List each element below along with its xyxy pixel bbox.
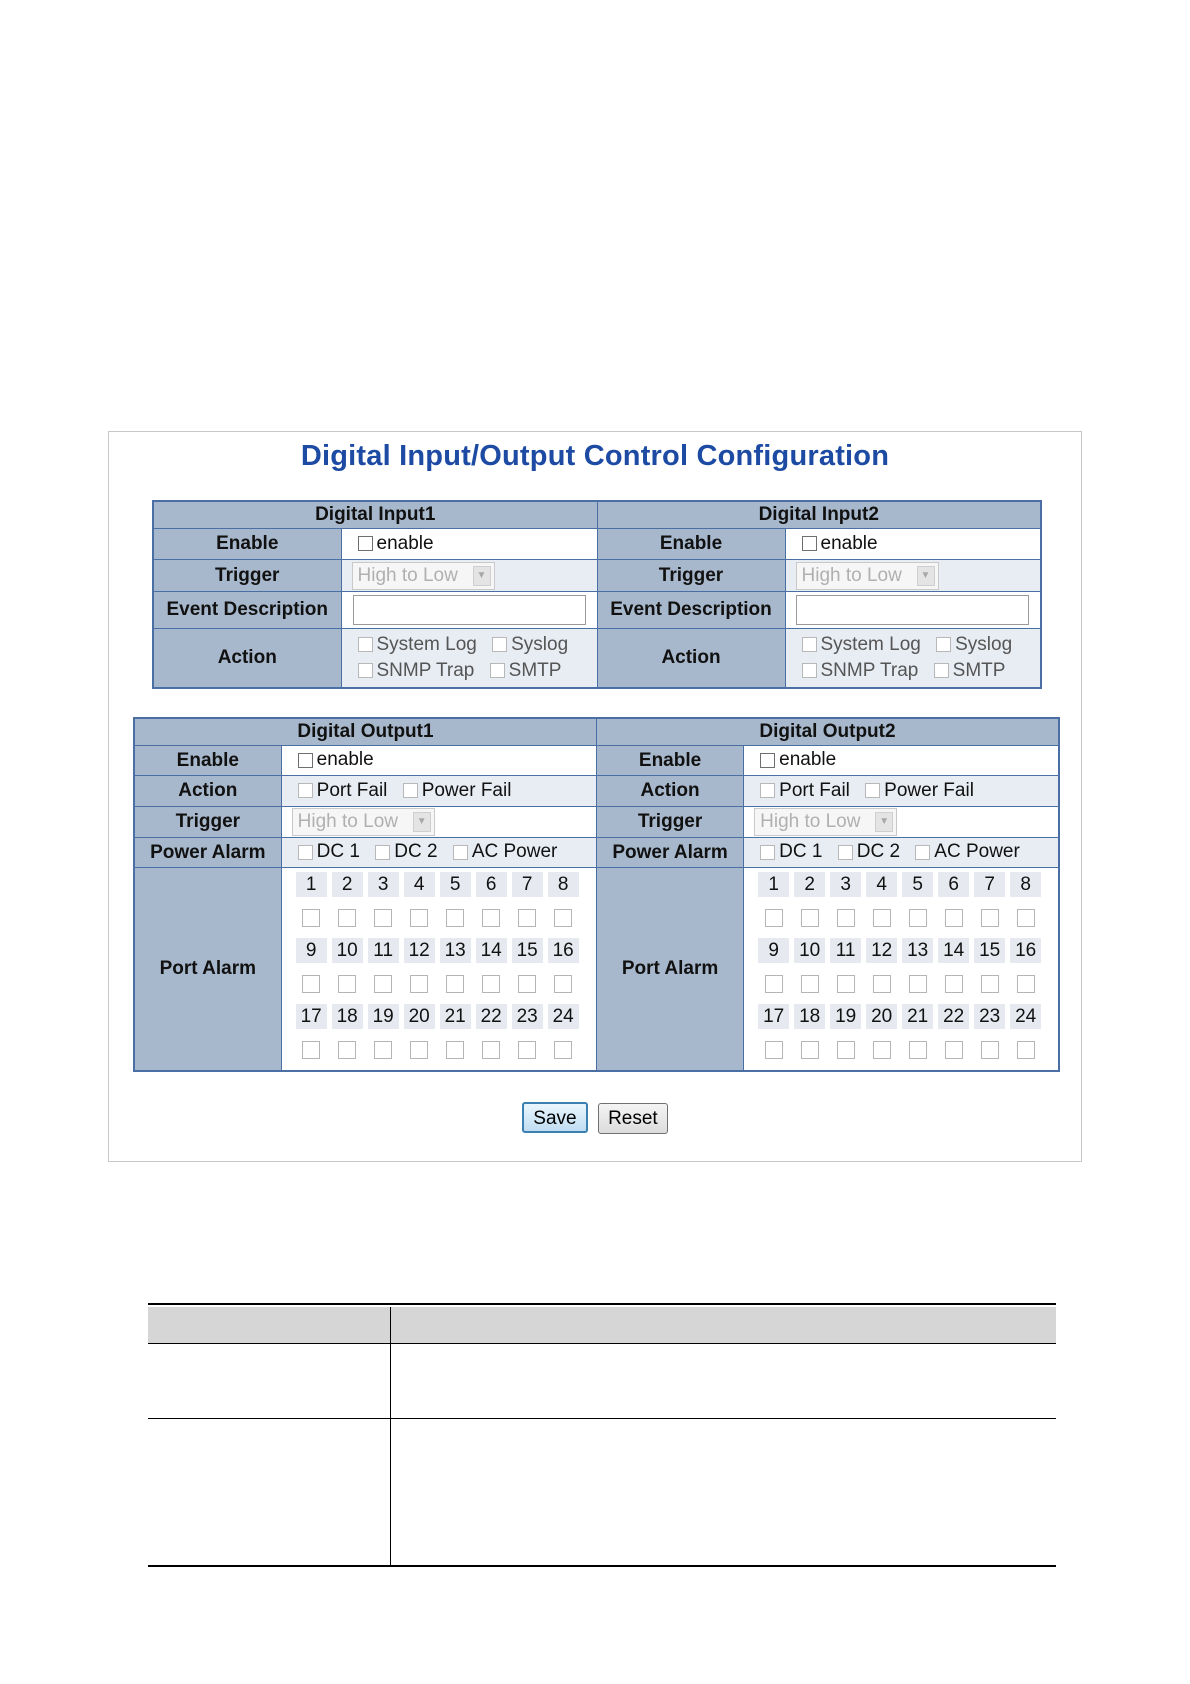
- output1-enable-text: enable: [316, 749, 374, 771]
- input2-action-syslog[interactable]: [934, 634, 1012, 656]
- description-row2-object: [148, 1419, 391, 1566]
- input2-event-cell: [785, 592, 1041, 629]
- input1-action-label: Action: [153, 629, 341, 688]
- output2-enable-label: Enable: [596, 746, 743, 776]
- reset-button[interactable]: Reset: [598, 1103, 668, 1134]
- port-checkbox-cell: [830, 963, 861, 1004]
- output2-dc1-label: DC 1: [779, 841, 823, 863]
- port-number-label: 23: [512, 1004, 543, 1029]
- output1-enable-cell: [281, 746, 596, 776]
- digital-input1-header: Digital Input1: [153, 501, 597, 529]
- input2-action-label: Action: [597, 629, 785, 688]
- port-number-label: 5: [902, 872, 933, 897]
- port-checkbox-cell: [1010, 963, 1041, 1004]
- description-header-description: [391, 1307, 1057, 1344]
- port-checkbox-cell: [794, 1029, 825, 1070]
- port-number-label: 14: [938, 938, 969, 963]
- port-number-label: 22: [476, 1004, 507, 1029]
- output2-trigger-value: High to Low: [760, 811, 861, 832]
- port-number-label: 5: [440, 872, 471, 897]
- input1-enable-checkbox[interactable]: [358, 536, 373, 551]
- input1-action-snmp-trap[interactable]: [356, 660, 475, 682]
- port-number-label: 6: [476, 872, 507, 897]
- output1-port-grid: [282, 868, 596, 1070]
- output2-power-alarm-label: Power Alarm: [596, 838, 743, 868]
- description-row2-text: [391, 1419, 1057, 1566]
- input2-enable-option[interactable]: [786, 533, 878, 555]
- port-checkbox-cell: [476, 1029, 507, 1070]
- port-number-label: 12: [866, 938, 897, 963]
- output2-action-port-fail[interactable]: [758, 780, 850, 802]
- output1-enable-checkbox[interactable]: [298, 753, 313, 768]
- port-number-label: 8: [548, 872, 579, 897]
- output2-trigger-select[interactable]: [754, 808, 897, 836]
- port-alarm-checkbox[interactable]: [1017, 909, 1035, 927]
- port-checkbox-cell: [758, 963, 789, 1004]
- digital-output2-header: Digital Output2: [596, 718, 1059, 746]
- port-checkbox-cell: [548, 1029, 579, 1070]
- port-number-label: 2: [794, 872, 825, 897]
- input1-trigger-label: Trigger: [153, 560, 341, 592]
- port-checkbox-cell: [794, 897, 825, 938]
- input2-action-smtp[interactable]: [932, 660, 1006, 682]
- port-number-label: 1: [296, 872, 327, 897]
- save-button[interactable]: Save: [522, 1102, 587, 1133]
- output1-ac-power-label: AC Power: [471, 841, 558, 863]
- output1-port-alarm-cell: [281, 868, 596, 1072]
- port-number-label: 15: [512, 938, 543, 963]
- port-number-label: 6: [938, 872, 969, 897]
- output1-dc2-label: DC 2: [394, 841, 438, 863]
- port-alarm-checkbox[interactable]: [482, 975, 500, 993]
- input2-smtp-label: SMTP: [952, 659, 1006, 681]
- input1-event-cell: [341, 592, 597, 629]
- port-number-label: 7: [974, 872, 1005, 897]
- port-checkbox-cell: [404, 963, 435, 1004]
- input2-event-label: Event Description: [597, 592, 785, 629]
- port-checkbox-cell: [902, 963, 933, 1004]
- input2-trigger-select[interactable]: [796, 562, 939, 590]
- port-alarm-checkbox[interactable]: [945, 909, 963, 927]
- port-alarm-checkbox[interactable]: [410, 909, 428, 927]
- output2-enable-text: enable: [779, 749, 837, 771]
- port-alarm-checkbox[interactable]: [909, 909, 927, 927]
- port-number-label: 11: [368, 938, 399, 963]
- config-panel: [108, 431, 1082, 1162]
- port-alarm-checkbox[interactable]: [945, 1041, 963, 1059]
- output2-power-alarm-cell: [744, 838, 1059, 868]
- port-number-label: 19: [830, 1004, 861, 1029]
- port-checkbox-cell: [296, 963, 327, 1004]
- port-checkbox-cell: [866, 1029, 897, 1070]
- output1-trigger-label: Trigger: [134, 807, 281, 838]
- port-alarm-checkbox[interactable]: [909, 975, 927, 993]
- input2-syslog-checkbox[interactable]: [936, 637, 951, 652]
- port-checkbox-cell: [548, 897, 579, 938]
- input2-action-snmp-trap[interactable]: [800, 660, 919, 682]
- port-alarm-checkbox[interactable]: [554, 909, 572, 927]
- input1-snmp-trap-checkbox[interactable]: [358, 663, 373, 678]
- chevron-down-icon: ▼: [875, 812, 893, 832]
- output1-power-fail-checkbox[interactable]: [403, 783, 418, 798]
- port-alarm-checkbox[interactable]: [873, 975, 891, 993]
- input2-snmp-trap-checkbox[interactable]: [802, 663, 817, 678]
- output2-port-alarm-label: Port Alarm: [596, 868, 743, 1072]
- output2-action-cell: [744, 776, 1059, 807]
- port-number-label: 4: [404, 872, 435, 897]
- port-checkbox-cell: [512, 897, 543, 938]
- port-checkbox-cell: [758, 897, 789, 938]
- description-table: [148, 1303, 1056, 1567]
- input1-trigger-select[interactable]: [352, 562, 495, 590]
- port-checkbox-cell: [512, 963, 543, 1004]
- output2-trigger-cell: [744, 807, 1059, 838]
- port-checkbox-cell: [512, 1029, 543, 1070]
- output1-ac-power-checkbox[interactable]: [453, 845, 468, 860]
- output1-power-fail-label: Power Fail: [421, 779, 512, 801]
- port-alarm-checkbox[interactable]: [302, 1041, 320, 1059]
- port-checkbox-cell: [938, 963, 969, 1004]
- port-checkbox-cell: [476, 963, 507, 1004]
- port-alarm-checkbox[interactable]: [765, 1041, 783, 1059]
- input2-snmp-trap-label: SNMP Trap: [820, 659, 919, 681]
- port-number-label: 21: [902, 1004, 933, 1029]
- output1-power-dc1[interactable]: [296, 841, 360, 863]
- port-number-label: 24: [548, 1004, 579, 1029]
- port-alarm-checkbox[interactable]: [554, 975, 572, 993]
- input2-system-log-label: System Log: [820, 633, 921, 655]
- port-checkbox-cell: [548, 963, 579, 1004]
- port-alarm-checkbox[interactable]: [801, 909, 819, 927]
- description-header-object: [148, 1307, 391, 1344]
- output2-power-ac[interactable]: [913, 841, 1020, 863]
- input2-syslog-label: Syslog: [955, 633, 1013, 655]
- port-alarm-checkbox[interactable]: [981, 909, 999, 927]
- port-checkbox-cell: [830, 1029, 861, 1070]
- port-checkbox-cell: [794, 963, 825, 1004]
- chevron-down-icon: ▼: [413, 812, 431, 832]
- port-alarm-checkbox[interactable]: [873, 1041, 891, 1059]
- port-checkbox-cell: [368, 1029, 399, 1070]
- input2-system-log-checkbox[interactable]: [802, 637, 817, 652]
- port-number-label: 18: [332, 1004, 363, 1029]
- port-alarm-checkbox[interactable]: [446, 1041, 464, 1059]
- port-checkbox-cell: [476, 897, 507, 938]
- port-alarm-checkbox[interactable]: [801, 1041, 819, 1059]
- port-checkbox-cell: [332, 963, 363, 1004]
- port-checkbox-cell: [440, 1029, 471, 1070]
- input2-trigger-value: High to Low: [801, 564, 902, 586]
- port-alarm-checkbox[interactable]: [446, 975, 464, 993]
- output2-ac-power-checkbox[interactable]: [915, 845, 930, 860]
- port-checkbox-cell: [404, 1029, 435, 1070]
- port-checkbox-cell: [974, 897, 1005, 938]
- input1-event-description-input[interactable]: [353, 595, 586, 625]
- port-checkbox-cell: [866, 963, 897, 1004]
- output2-power-dc1[interactable]: [758, 841, 822, 863]
- input2-enable-checkbox[interactable]: [802, 536, 817, 551]
- port-number-label: 14: [476, 938, 507, 963]
- output2-ac-power-label: AC Power: [934, 841, 1020, 863]
- port-alarm-checkbox[interactable]: [765, 909, 783, 927]
- port-checkbox-cell: [296, 897, 327, 938]
- port-alarm-checkbox[interactable]: [374, 909, 392, 927]
- input1-syslog-checkbox[interactable]: [492, 637, 507, 652]
- output2-power-dc2[interactable]: [836, 841, 900, 863]
- port-number-label: 11: [830, 938, 861, 963]
- output2-dc1-checkbox[interactable]: [760, 845, 775, 860]
- output1-trigger-cell: [281, 807, 596, 838]
- output2-enable-option[interactable]: [744, 749, 836, 771]
- port-checkbox-cell: [368, 897, 399, 938]
- port-checkbox-cell: [974, 1029, 1005, 1070]
- port-alarm-checkbox[interactable]: [1017, 1041, 1035, 1059]
- port-number-label: 7: [512, 872, 543, 897]
- page-title: Digital Input/Output Control Configuration: [300, 440, 890, 472]
- output1-power-dc2[interactable]: [373, 841, 437, 863]
- port-checkbox-cell: [440, 897, 471, 938]
- output1-action-cell: [281, 776, 596, 807]
- port-alarm-checkbox[interactable]: [374, 975, 392, 993]
- input2-event-description-input[interactable]: [796, 595, 1029, 625]
- input1-enable-label: Enable: [153, 529, 341, 560]
- port-number-label: 16: [548, 938, 579, 963]
- output1-port-fail-label: Port Fail: [316, 779, 388, 801]
- port-alarm-checkbox[interactable]: [446, 909, 464, 927]
- output1-port-fail-checkbox[interactable]: [298, 783, 313, 798]
- port-number-label: 17: [296, 1004, 327, 1029]
- output2-power-fail-label: Power Fail: [884, 779, 974, 801]
- port-number-label: 3: [830, 872, 861, 897]
- output1-trigger-value: High to Low: [297, 811, 398, 832]
- output1-action-port-fail[interactable]: [296, 780, 388, 802]
- input1-smtp-label: SMTP: [508, 659, 562, 681]
- input1-enable-text: enable: [376, 532, 434, 554]
- port-checkbox-cell: [1010, 1029, 1041, 1070]
- output1-dc2-checkbox[interactable]: [375, 845, 390, 860]
- input2-trigger-label: Trigger: [597, 560, 785, 592]
- port-checkbox-cell: [332, 1029, 363, 1070]
- port-number-label: 24: [1010, 1004, 1041, 1029]
- port-alarm-checkbox[interactable]: [338, 1041, 356, 1059]
- port-alarm-checkbox[interactable]: [338, 909, 356, 927]
- port-number-label: 10: [332, 938, 363, 963]
- input1-syslog-label: Syslog: [511, 633, 569, 655]
- port-alarm-checkbox[interactable]: [410, 975, 428, 993]
- input1-system-log-label: System Log: [376, 633, 477, 655]
- input1-action-syslog[interactable]: [490, 634, 568, 656]
- port-alarm-checkbox[interactable]: [482, 1041, 500, 1059]
- port-checkbox-cell: [440, 963, 471, 1004]
- output1-dc1-label: DC 1: [316, 841, 360, 863]
- port-checkbox-cell: [1010, 897, 1041, 938]
- chevron-down-icon: ▼: [473, 566, 491, 586]
- port-checkbox-cell: [974, 963, 1005, 1004]
- chevron-down-icon: ▼: [917, 566, 935, 586]
- port-checkbox-cell: [758, 1029, 789, 1070]
- input2-trigger-cell: [785, 560, 1041, 592]
- port-alarm-checkbox[interactable]: [482, 909, 500, 927]
- port-checkbox-cell: [332, 897, 363, 938]
- port-number-label: 23: [974, 1004, 1005, 1029]
- description-row1-object: [148, 1344, 391, 1419]
- form-buttons: [109, 1102, 1081, 1134]
- port-alarm-checkbox[interactable]: [837, 1041, 855, 1059]
- port-checkbox-cell: [368, 963, 399, 1004]
- input1-trigger-cell: [341, 560, 597, 592]
- output2-dc2-checkbox[interactable]: [838, 845, 853, 860]
- port-alarm-checkbox[interactable]: [873, 909, 891, 927]
- port-number-label: 8: [1010, 872, 1041, 897]
- port-checkbox-cell: [404, 897, 435, 938]
- digital-input2-header: Digital Input2: [597, 501, 1041, 529]
- port-number-label: 21: [440, 1004, 471, 1029]
- port-number-label: 12: [404, 938, 435, 963]
- port-alarm-checkbox[interactable]: [302, 909, 320, 927]
- output2-enable-checkbox[interactable]: [760, 753, 775, 768]
- port-checkbox-cell: [902, 1029, 933, 1070]
- port-number-label: 3: [368, 872, 399, 897]
- port-checkbox-cell: [902, 897, 933, 938]
- port-alarm-checkbox[interactable]: [518, 1041, 536, 1059]
- input1-trigger-value: High to Low: [357, 564, 458, 586]
- port-alarm-checkbox[interactable]: [981, 1041, 999, 1059]
- port-checkbox-cell: [296, 1029, 327, 1070]
- output1-power-alarm-label: Power Alarm: [134, 838, 281, 868]
- port-number-label: 19: [368, 1004, 399, 1029]
- output2-dc2-label: DC 2: [856, 841, 901, 863]
- port-number-label: 13: [440, 938, 471, 963]
- port-alarm-checkbox[interactable]: [945, 975, 963, 993]
- port-alarm-checkbox[interactable]: [837, 909, 855, 927]
- output2-action-label: Action: [596, 776, 743, 807]
- output2-port-grid: [744, 868, 1058, 1070]
- input2-enable-cell: [785, 529, 1041, 560]
- port-alarm-checkbox[interactable]: [518, 975, 536, 993]
- port-alarm-checkbox[interactable]: [981, 975, 999, 993]
- output2-power-fail-checkbox[interactable]: [865, 783, 880, 798]
- port-number-label: 17: [758, 1004, 789, 1029]
- input1-snmp-trap-label: SNMP Trap: [376, 659, 475, 681]
- port-number-label: 13: [902, 938, 933, 963]
- input2-enable-text: enable: [820, 532, 878, 554]
- port-number-label: 2: [332, 872, 363, 897]
- input1-action-smtp[interactable]: [488, 660, 562, 682]
- port-checkbox-cell: [938, 897, 969, 938]
- input1-action-cell: [341, 629, 597, 688]
- output2-port-fail-checkbox[interactable]: [760, 783, 775, 798]
- input1-action-system-log[interactable]: [356, 634, 477, 656]
- port-number-label: 9: [296, 938, 327, 963]
- output1-trigger-select[interactable]: [292, 808, 435, 836]
- input2-smtp-checkbox[interactable]: [934, 663, 949, 678]
- port-alarm-checkbox[interactable]: [518, 909, 536, 927]
- output1-dc1-checkbox[interactable]: [298, 845, 313, 860]
- input2-enable-label: Enable: [597, 529, 785, 560]
- port-alarm-checkbox[interactable]: [765, 975, 783, 993]
- port-checkbox-cell: [938, 1029, 969, 1070]
- port-checkbox-cell: [866, 897, 897, 938]
- input1-enable-cell: [341, 529, 597, 560]
- input2-action-cell: [785, 629, 1041, 688]
- output1-port-alarm-label: Port Alarm: [134, 868, 281, 1072]
- output2-action-power-fail[interactable]: [863, 780, 974, 802]
- output1-enable-label: Enable: [134, 746, 281, 776]
- output2-trigger-label: Trigger: [596, 807, 743, 838]
- digital-output-table: [133, 717, 1060, 1072]
- output1-action-label: Action: [134, 776, 281, 807]
- port-number-label: 16: [1010, 938, 1041, 963]
- output2-enable-cell: [744, 746, 1059, 776]
- port-alarm-checkbox[interactable]: [909, 1041, 927, 1059]
- input1-event-label: Event Description: [153, 592, 341, 629]
- port-number-label: 4: [866, 872, 897, 897]
- port-number-label: 15: [974, 938, 1005, 963]
- output2-port-fail-label: Port Fail: [779, 779, 850, 801]
- port-alarm-checkbox[interactable]: [338, 975, 356, 993]
- port-number-label: 18: [794, 1004, 825, 1029]
- output1-action-power-fail[interactable]: [401, 780, 512, 802]
- output2-port-alarm-cell: [744, 868, 1059, 1072]
- port-alarm-checkbox[interactable]: [302, 975, 320, 993]
- description-row1-text: [391, 1344, 1057, 1419]
- port-number-label: 10: [794, 938, 825, 963]
- port-number-label: 1: [758, 872, 789, 897]
- input1-smtp-checkbox[interactable]: [490, 663, 505, 678]
- port-number-label: 22: [938, 1004, 969, 1029]
- port-alarm-checkbox[interactable]: [801, 975, 819, 993]
- output1-power-alarm-cell: [281, 838, 596, 868]
- port-alarm-checkbox[interactable]: [374, 1041, 392, 1059]
- port-number-label: 20: [404, 1004, 435, 1029]
- input1-enable-option[interactable]: [342, 533, 434, 555]
- port-checkbox-cell: [830, 897, 861, 938]
- port-alarm-checkbox[interactable]: [554, 1041, 572, 1059]
- digital-output1-header: Digital Output1: [134, 718, 596, 746]
- port-number-label: 20: [866, 1004, 897, 1029]
- port-number-label: 9: [758, 938, 789, 963]
- input2-action-system-log[interactable]: [800, 634, 921, 656]
- port-alarm-checkbox[interactable]: [837, 975, 855, 993]
- digital-input-table: [152, 500, 1042, 689]
- port-alarm-checkbox[interactable]: [410, 1041, 428, 1059]
- output1-enable-option[interactable]: [282, 749, 374, 771]
- port-alarm-checkbox[interactable]: [1017, 975, 1035, 993]
- input1-system-log-checkbox[interactable]: [358, 637, 373, 652]
- output1-power-ac[interactable]: [451, 841, 558, 863]
